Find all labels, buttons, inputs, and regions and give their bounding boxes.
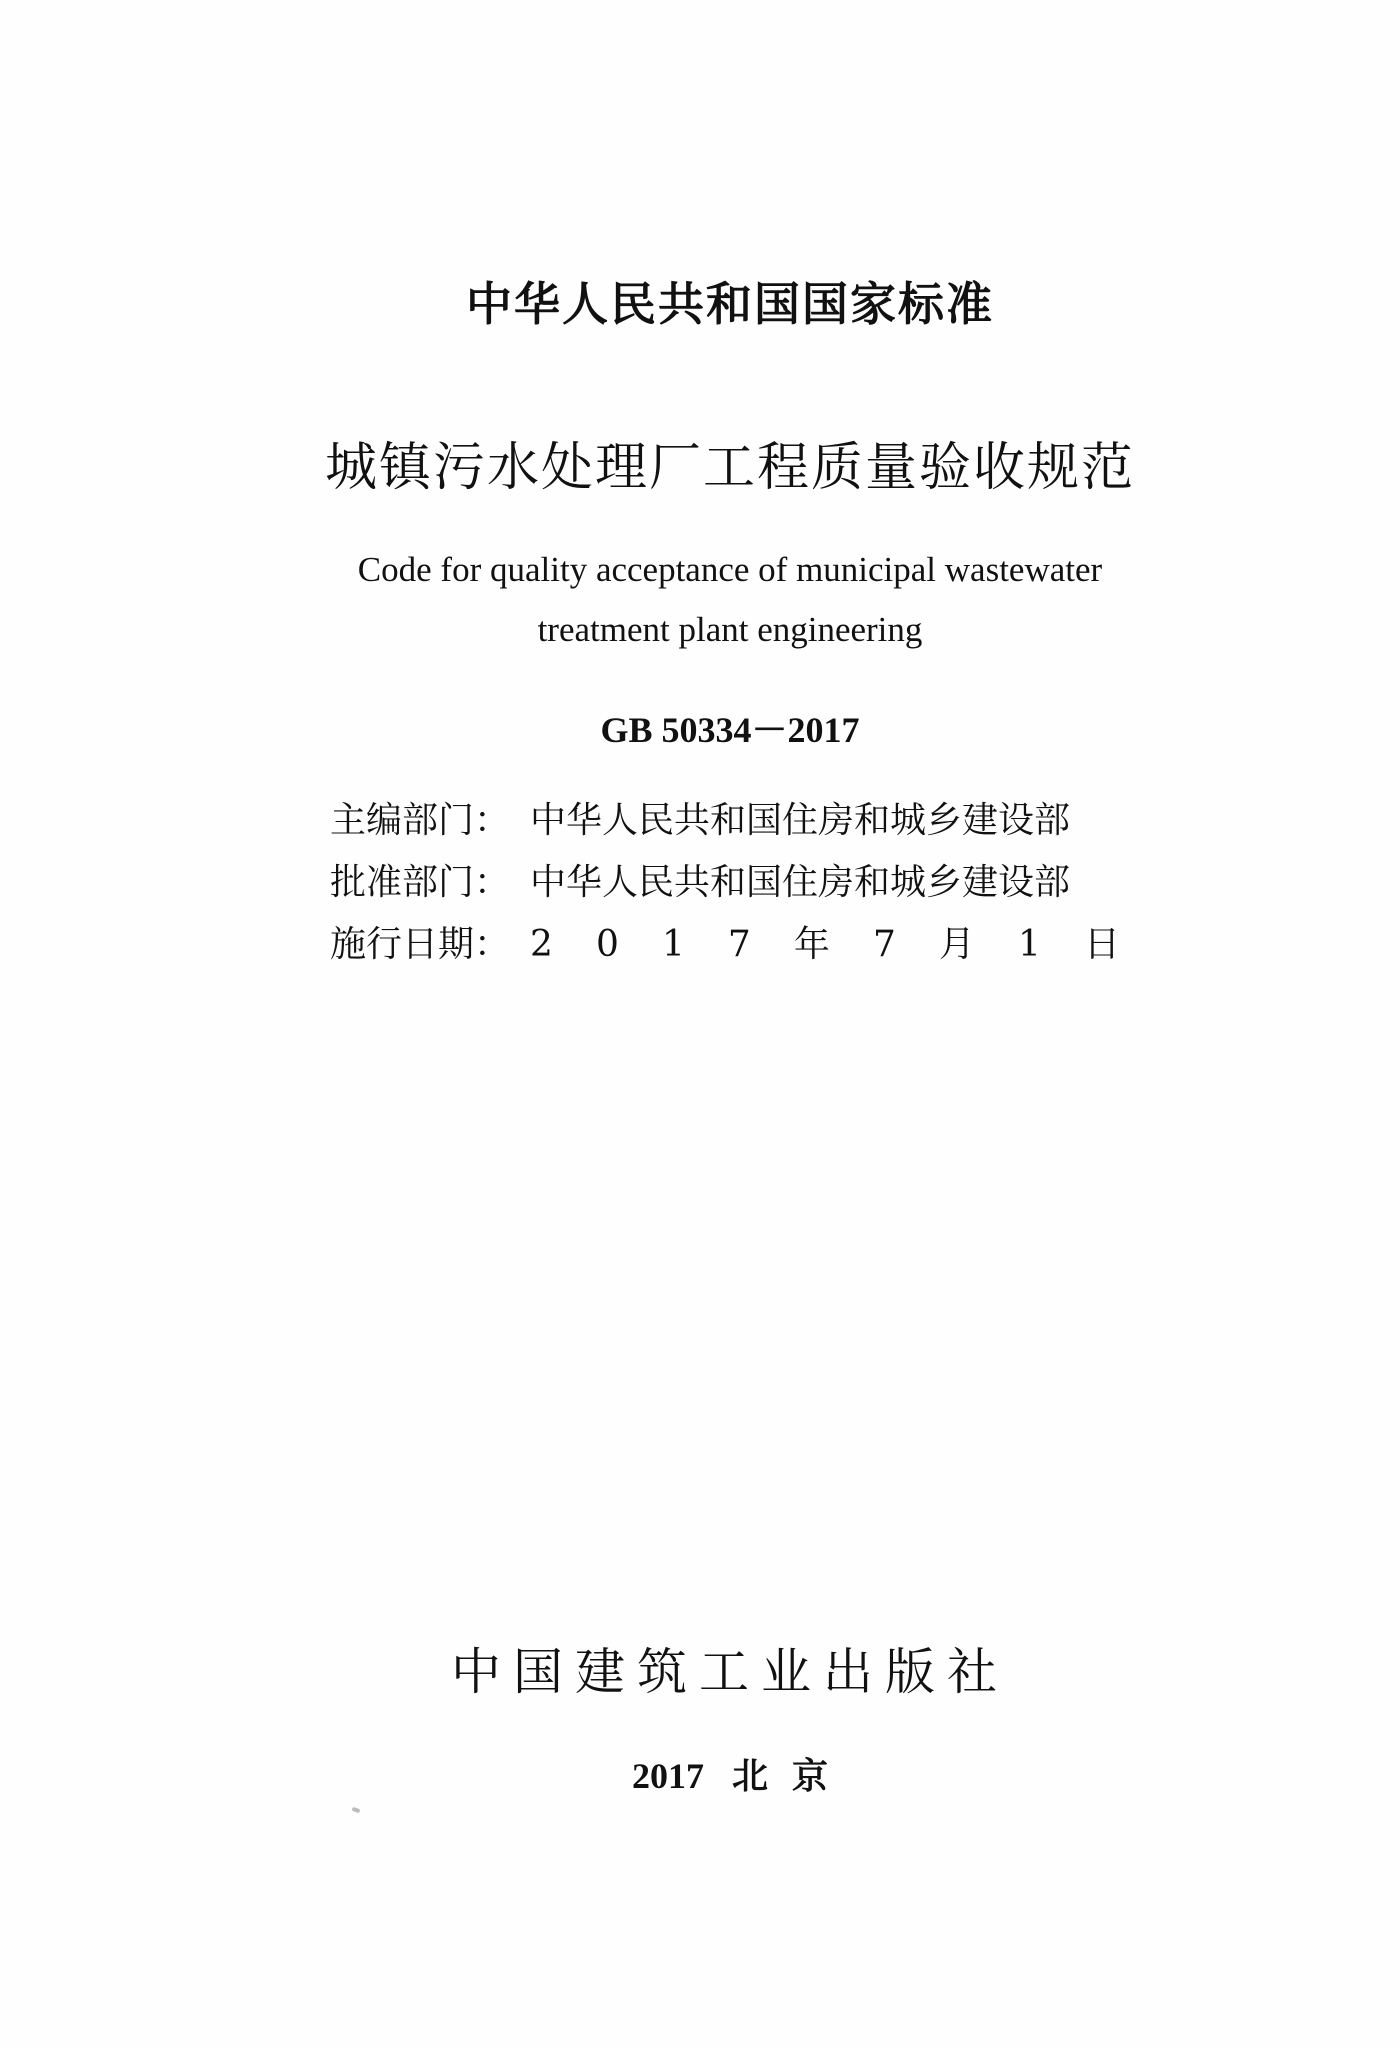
document-title-english <box>0 540 1400 660</box>
date-char: 0 <box>595 924 619 965</box>
editor-department-row <box>330 790 1150 852</box>
national-standard-heading: 中华人民共和国国家标准 <box>466 277 994 331</box>
approver-department-label: 批准部门： <box>330 862 511 903</box>
date-char: 月 <box>938 924 975 965</box>
standard-code-number: GB 50334－2017 <box>600 710 860 750</box>
date-char: 1 <box>1018 924 1041 965</box>
approver-department-value: 中华人民共和国住房和城乡建设部 <box>530 862 1071 903</box>
document-title-chinese: 城镇污水处理厂工程质量验收规范 <box>324 438 1135 498</box>
english-title-line-2: treatment plant engineering <box>537 610 923 649</box>
date-char: 2 <box>530 924 553 965</box>
date-char: 7 <box>872 924 896 965</box>
date-char: 年 <box>793 924 830 965</box>
date-char: 1 <box>661 924 685 965</box>
approver-department-row <box>330 852 1150 914</box>
english-title-line-1: Code for quality acceptance of municipal wastewater <box>357 550 1103 589</box>
date-char: 7 <box>727 924 751 965</box>
publication-city-char: 京 <box>792 1756 829 1796</box>
effective-date-label: 施行日期： <box>330 924 511 965</box>
publication-year: 2017 <box>631 1756 704 1796</box>
editor-department-value: 中华人民共和国住房和城乡建设部 <box>530 800 1071 841</box>
effective-date-value <box>530 914 1120 976</box>
publisher-name: 中国建筑工业出版社 <box>451 1643 1009 1701</box>
publication-city-char: 北 <box>731 1756 768 1796</box>
editor-department-label: 主编部门： <box>330 800 511 841</box>
scan-speck <box>352 1807 361 1813</box>
document-metadata <box>330 790 1150 976</box>
effective-date-row <box>330 914 1150 976</box>
publication-year-city <box>0 1748 1400 1799</box>
date-char: 日 <box>1083 924 1120 965</box>
